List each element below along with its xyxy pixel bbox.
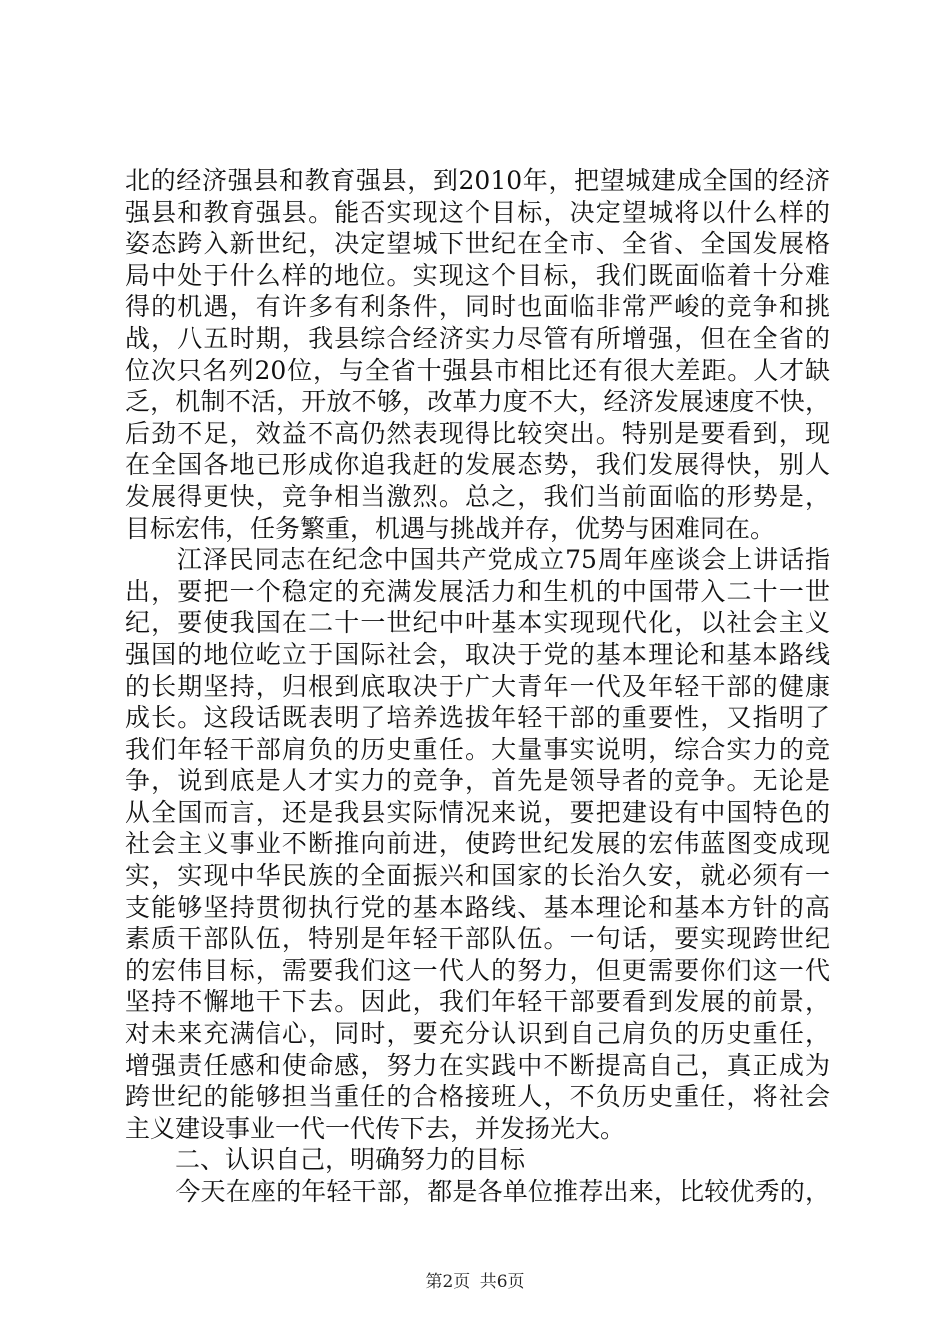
text-line: 战，八五时期，我县综合经济实力尽管有所增强，但在全省的 <box>125 323 830 353</box>
text-line: 支能够坚持贯彻执行党的基本路线、基本理论和基本方针的高 <box>125 892 830 922</box>
text-line: 出，要把一个稳定的充满发展活力和生机的中国带入二十一世 <box>125 576 830 606</box>
text-line: 的长期坚持，归根到底取决于广大青年一代及年轻干部的健康 <box>125 671 830 701</box>
text-line: 纪，要使我国在二十一世纪中叶基本实现现代化，以社会主义 <box>125 608 830 638</box>
text-line: 江泽民同志在纪念中国共产党成立75周年座谈会上讲话指 <box>125 545 830 575</box>
section-heading: 二、认识自己，明确努力的目标 <box>125 1145 526 1175</box>
text-line: 强国的地位屹立于国际社会，取决于党的基本理论和基本路线 <box>125 639 830 669</box>
text-line: 乏，机制不活，开放不够，改革力度不大，经济发展速度不快， <box>125 387 830 417</box>
text-line: 位次只名列20位，与全省十强县市相比还有很大差距。人才缺 <box>125 355 830 385</box>
text-line: 姿态跨入新世纪，决定望城下世纪在全市、全省、全国发展格 <box>125 229 830 259</box>
text-line: 从全国而言，还是我县实际情况来说，要把建设有中国特色的 <box>125 797 830 827</box>
text-line: 我们年轻干部肩负的历史重任。大量事实说明，综合实力的竞 <box>125 734 830 764</box>
text-line: 争，说到底是人才实力的竞争，首先是领导者的竞争。无论是 <box>125 766 830 796</box>
paragraph-end-line: 主义建设事业一代一代传下去，并发扬光大。 <box>125 1113 626 1143</box>
text-line: 的宏伟目标，需要我们这一代人的努力，但更需要你们这一代 <box>125 955 830 985</box>
text-line: 跨世纪的能够担当重任的合格接班人，不负历史重任，将社会 <box>125 1082 830 1112</box>
text-line: 实，实现中华民族的全面振兴和国家的长治久安，就必须有一 <box>125 861 830 891</box>
text-line: 成长。这段话既表明了培养选拔年轻干部的重要性，又指明了 <box>125 703 830 733</box>
document-body <box>125 165 830 1208</box>
text-line: 素质干部队伍，特别是年轻干部队伍。一句话，要实现跨世纪 <box>125 924 830 954</box>
text-line: 得的机遇，有许多有利条件，同时也面临非常严峻的竞争和挑 <box>125 292 830 322</box>
text-line: 社会主义事业不断推向前进，使跨世纪发展的宏伟蓝图变成现 <box>125 829 830 859</box>
page-number: 第2页 <box>425 1272 471 1292</box>
text-line: 发展得更快，竞争相当激烈。总之，我们当前面临的形势是， <box>125 481 830 511</box>
text-line: 今天在座的年轻干部，都是各单位推荐出来，比较优秀的， <box>125 1177 830 1206</box>
text-line: 在全国各地已形成你追我赶的发展态势，我们发展得快，别人 <box>125 450 830 480</box>
text-line: 局中处于什么样的地位。实现这个目标，我们既面临着十分难 <box>125 260 830 290</box>
page-footer <box>0 1267 950 1292</box>
text-line: 强县和教育强县。能否实现这个目标，决定望城将以什么样的 <box>125 197 830 227</box>
text-line: 增强责任感和使命感，努力在实践中不断提高自己，真正成为 <box>125 1050 830 1080</box>
text-line: 坚持不懈地干下去。因此，我们年轻干部要看到发展的前景， <box>125 987 830 1017</box>
text-line: 对未来充满信心，同时，要充分认识到自己肩负的历史重任， <box>125 1019 830 1049</box>
paragraph-end-line: 目标宏伟，任务繁重，机遇与挑战并存，优势与困难同在。 <box>125 513 776 543</box>
text-line: 北的经济强县和教育强县，到2010年，把望城建成全国的经济 <box>125 166 830 195</box>
page-total: 共6页 <box>479 1272 525 1292</box>
text-line: 后劲不足，效益不高仍然表现得比较突出。特别是要看到，现 <box>125 418 830 448</box>
